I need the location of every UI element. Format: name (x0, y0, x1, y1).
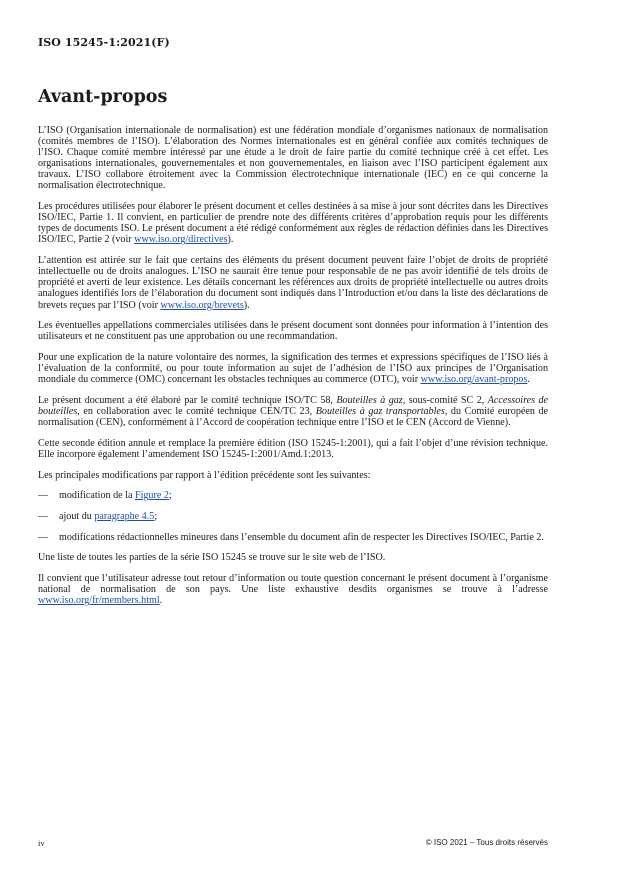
document-id: ISO 15245-1:2021(F) (38, 36, 170, 49)
paragraph-patents (38, 255, 548, 310)
committee-name: Bouteilles à gaz (336, 394, 403, 406)
list-item (38, 532, 548, 543)
paragraph-edition (38, 438, 548, 460)
paragraph-committee (38, 395, 548, 428)
list-item (38, 490, 548, 501)
foreword-body (38, 125, 548, 606)
list-dash: — (38, 531, 49, 543)
list-item-text: modifications rédactionnelles mineures dans l’ensemble du document afin de respecter les Directives ISO/IEC, Partie 2. (59, 531, 544, 543)
changes-list (38, 490, 548, 542)
list-dash: — (38, 510, 49, 522)
list-item-text: modification de la (59, 490, 135, 502)
paragraph-text: , sous-comité SC 2, (402, 394, 488, 406)
paragraph-voluntary-nature (38, 352, 548, 385)
list-item-text: ajout du (59, 510, 95, 522)
paragraph-text: Cette seconde édition annule et remplace la première édition (ISO 15245-1:2001), qui a fait l’objet d’une révision technique. Elle incorpore également l’amendement ISO 15245-1:2001/Amd.1:2013. (38, 437, 548, 460)
paragraph-text: Les principales modifications par rapport à l’édition précédente sont les suivantes: (38, 469, 371, 481)
list-item-end: ; (168, 490, 172, 502)
paragraph-text: Les éventuelles appellations commerciales utilisées dans le présent document sont données pour information à l’intention des utilisateurs et ne constituent pas une approbation ou une recommandation. (38, 320, 548, 343)
paragraph-text: Pour une explication de la nature volontaire des normes, la signification des termes et expressions spécifiques de l’ISO liés à l’évaluation de la conformité, ou pour toute information au sujet de l’adhésion de l’ISO aux principes de l’Organisation mondiale du commerce (OMC) concernant les obstacles techniques au commerce (OTC), voir (38, 351, 548, 386)
paragraph-feedback (38, 573, 548, 606)
paragraph-text: Une liste de toutes les parties de la série ISO 15245 se trouve sur le site web de l’ISO. (38, 552, 386, 564)
paragraph-text: Le présent document a été élaboré par le comité technique ISO/TC 58, (38, 394, 337, 406)
link-avant-propos[interactable]: www.iso.org/avant-propos (420, 374, 528, 386)
paragraph-end: . (527, 374, 530, 386)
paragraph-end: . (159, 595, 163, 607)
link-members[interactable]: www.iso.org/fr/members.html (38, 595, 160, 607)
link-figure-2[interactable]: Figure 2 (134, 490, 169, 502)
paragraph-text: , du Comité européen de normalisation (CEN), conformément à l’Accord de coopération technique entre l’ISO et le CEN (Accord de Vienne). (38, 405, 548, 429)
paragraph-trade-names (38, 320, 548, 342)
paragraph-procedures (38, 201, 548, 245)
paragraph-text: L’ISO (Organisation internationale de normalisation) est une fédération mondiale d’organismes nationaux de normalisation (comités membres de l’ISO). L’élaboration des Normes internationales est en général confiée aux comités techniques de l’ISO. Chaque comité membre intéressé par une étude a le droit de faire partie du comité technique créé à cet effet. Les organisations internationales, gouvernementales et non gouvernementales, en liaison avec l’ISO participent également aux travaux. L’ISO collabore étroitement avec la Commission électrotechnique internationale (IEC) en ce qui concerne la normalisation électrotechnique. (38, 125, 548, 192)
page-title: Avant-propos (38, 87, 168, 107)
link-directives[interactable]: www.iso.org/directives (134, 234, 228, 246)
link-paragraphe-4-5[interactable]: paragraphe 4.5 (94, 510, 155, 522)
paragraph-text: L’attention est attirée sur le fait que certains des éléments du présent document peuvent faire l’objet de droits de propriété intellectuelle ou de droits analogues. L’ISO ne saurait être tenue pour responsable de ne pas avoir identifié de tels droits de propriété et averti de leur existence. Les détails concernant les références aux droits de propriété intellectuelle ou autres droits analogues identifiés lors de l’élaboration du document sont indiqués dans l’Introduction et/ou dans la liste des déclarations de brevets reçues par l’ISO (voir (38, 255, 548, 311)
list-item-end: ; (154, 510, 158, 522)
paragraph-text: Les procédures utilisées pour élaborer le présent document et celles destinées à sa mise à jour sont décrites dans les Directives ISO/IEC, Partie 1. Il convient, en particulier de prendre note des différents critères d’approbation requis pour les différents types de documents ISO. Le présent document a été rédigé conformément aux règles de rédaction définies dans les Directives ISO/IEC, Partie 2 (voir (38, 201, 548, 246)
paragraph-iso-intro (38, 125, 548, 192)
list-item (38, 511, 548, 522)
paragraph-end: ). (243, 299, 250, 311)
paragraph-text: Il convient que l’utilisateur adresse tout retour d’information ou toute question concernant le présent document à l’organisme national de normalisation de son pays. Une liste exhaustive desdits organismes se trouve à l’adresse (38, 572, 548, 596)
paragraph-text: , en collaboration avec le comité technique CEN/TC 23, (77, 405, 316, 417)
paragraph-changes-intro (38, 470, 548, 481)
copyright-notice: © ISO 2021 – Tous droits réservés (425, 838, 548, 847)
subcommittee-name: Accessoires de bouteilles (38, 394, 549, 417)
page-number: iv (38, 838, 45, 848)
list-dash: — (38, 490, 49, 502)
link-brevets[interactable]: www.iso.org/brevets (160, 299, 244, 311)
cen-committee-name: Bouteilles à gaz transportables (315, 405, 445, 417)
paragraph-end: ). (227, 234, 234, 246)
paragraph-series (38, 552, 548, 563)
